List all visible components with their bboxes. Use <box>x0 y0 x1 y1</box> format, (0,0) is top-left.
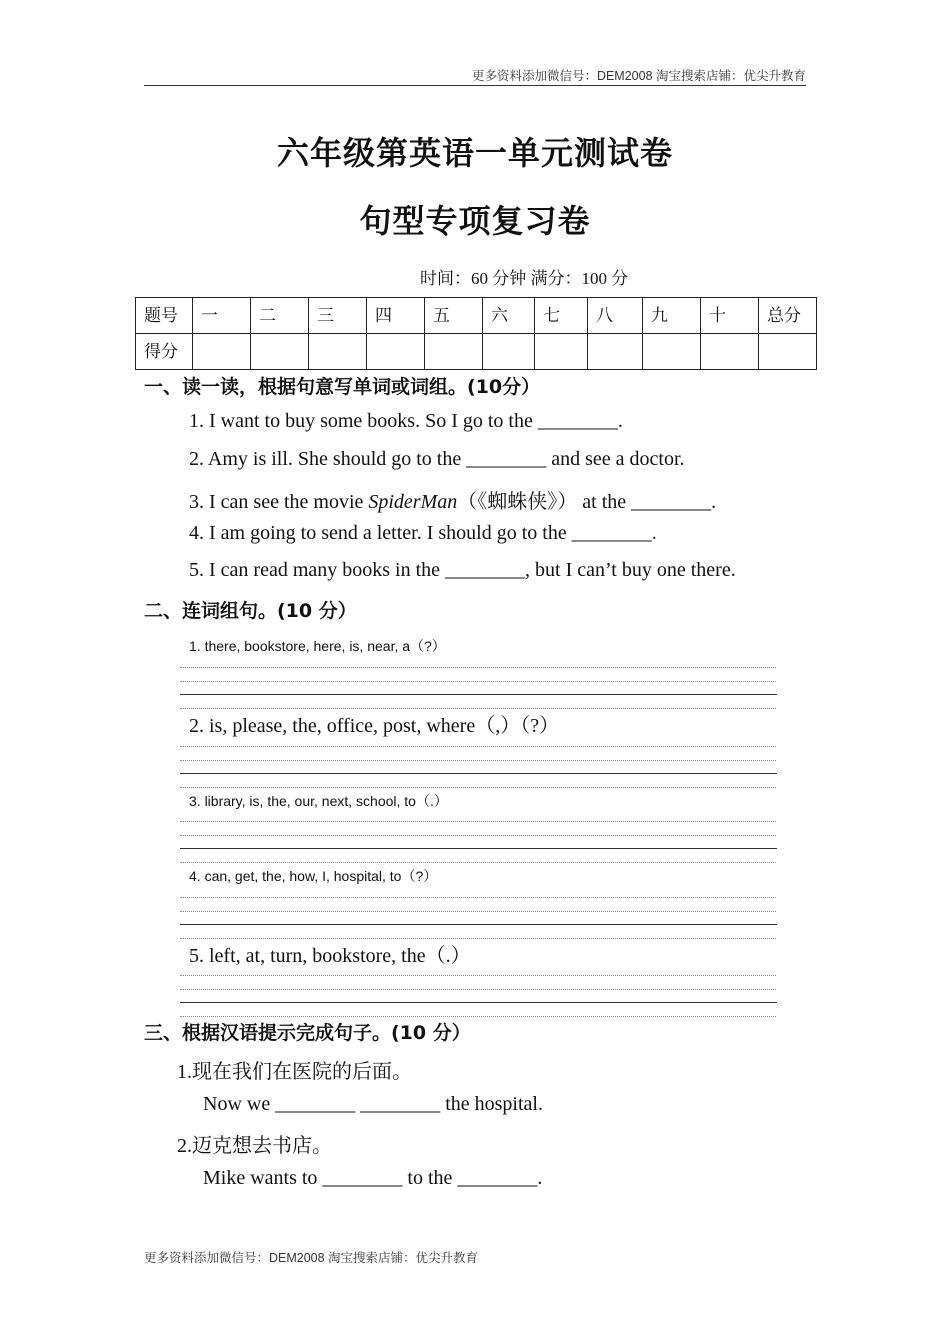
table-cell: 六 <box>483 298 535 334</box>
s3-question-2-cn: 2.迈克想去书店。 <box>177 1135 332 1157</box>
answer-guide-line <box>180 681 776 682</box>
section1-heading: 一、读一读，根据句意写单词或词组。(10分） <box>144 376 541 398</box>
s2-question-5: 5. left, at, turn, bookstore, the（.） <box>189 945 471 967</box>
s1-q3-pre: 3. I can see the movie <box>189 491 369 513</box>
answer-guide-line <box>180 667 776 668</box>
s3-question-1-en: Now we ________ ________ the hospital. <box>203 1093 543 1115</box>
score-cell[interactable] <box>701 334 759 370</box>
score-table-score-row <box>136 334 817 370</box>
score-cell[interactable] <box>309 334 367 370</box>
table-cell: 七 <box>535 298 588 334</box>
answer-guide-line <box>180 975 776 976</box>
answer-baseline[interactable] <box>180 1002 777 1003</box>
answer-guide-line <box>180 911 776 912</box>
score-cell[interactable] <box>759 334 817 370</box>
score-table-header-row <box>136 298 817 334</box>
section3-heading: 三、根据汉语提示完成句子。(10 分） <box>144 1022 471 1044</box>
page-title: 六年级第英语一单元测试卷 <box>276 134 673 172</box>
exam-timing: 时间：60 分钟 满分：100 分 <box>420 269 629 288</box>
answer-guide-line <box>180 760 776 761</box>
answer-baseline[interactable] <box>180 924 777 925</box>
table-cell: 总分 <box>759 298 817 334</box>
answer-guide-line <box>180 746 776 747</box>
answer-guide-line <box>180 989 776 990</box>
s1-q3-post: （《蜘蛛侠》） at the ________. <box>457 491 717 513</box>
table-cell: 五 <box>425 298 483 334</box>
s3-question-1-cn: 1.现在我们在医院的后面。 <box>177 1061 412 1083</box>
score-table <box>135 297 817 370</box>
s2-question-4: 4. can, get, the, how, I, hospital, to（?） <box>189 868 438 884</box>
answer-guide-line <box>180 835 776 836</box>
table-cell: 十 <box>701 298 759 334</box>
s2-question-2: 2. is, please, the, office, post, where（,）（?） <box>189 715 560 737</box>
answer-baseline[interactable] <box>180 848 777 849</box>
table-cell: 四 <box>367 298 425 334</box>
table-cell: 九 <box>643 298 701 334</box>
s2-question-1: 1. there, bookstore, here, is, near, a（?） <box>189 638 446 654</box>
answer-guide-line <box>180 821 776 822</box>
score-cell[interactable] <box>193 334 251 370</box>
score-cell[interactable] <box>425 334 483 370</box>
score-cell[interactable] <box>643 334 701 370</box>
s1-question-3 <box>189 485 716 514</box>
page-footer: 更多资料添加微信号：DEM2008 淘宝搜索店铺：优尖升教育 <box>144 1251 479 1265</box>
answer-guide-line <box>180 862 776 863</box>
page-header: 更多资料添加微信号：DEM2008 淘宝搜索店铺：优尖升教育 <box>471 69 806 83</box>
answer-baseline[interactable] <box>180 773 777 774</box>
s1-q3-movie: SpiderMan <box>368 491 458 513</box>
section2-heading: 二、连词组句。(10 分） <box>144 600 357 622</box>
table-cell: 一 <box>193 298 251 334</box>
answer-guide-line <box>180 1016 776 1017</box>
score-cell[interactable] <box>535 334 588 370</box>
answer-guide-line <box>180 897 776 898</box>
s1-question-1: 1. I want to buy some books. So I go to the ________. <box>189 410 623 432</box>
s1-question-2: 2. Amy is ill. She should go to the ________ and see a doctor. <box>189 448 685 470</box>
score-cell[interactable] <box>251 334 309 370</box>
s1-question-5: 5. I can read many books in the ________, but I can’t buy one there. <box>189 559 736 581</box>
s2-question-3: 3. library, is, the, our, next, school, to（.） <box>189 793 448 809</box>
answer-baseline[interactable] <box>180 694 777 695</box>
answer-guide-line <box>180 787 776 788</box>
s1-question-4: 4. I am going to send a letter. I should go to the ________. <box>189 522 657 544</box>
table-cell: 二 <box>251 298 309 334</box>
table-cell: 题号 <box>136 298 193 334</box>
header-rule <box>144 85 806 86</box>
score-cell[interactable] <box>588 334 643 370</box>
score-cell[interactable] <box>367 334 425 370</box>
page-subtitle: 句型专项复习卷 <box>359 202 591 240</box>
table-cell: 得分 <box>136 334 193 370</box>
table-cell: 三 <box>309 298 367 334</box>
s3-question-2-en: Mike wants to ________ to the ________. <box>203 1167 543 1189</box>
score-cell[interactable] <box>483 334 535 370</box>
table-cell: 八 <box>588 298 643 334</box>
